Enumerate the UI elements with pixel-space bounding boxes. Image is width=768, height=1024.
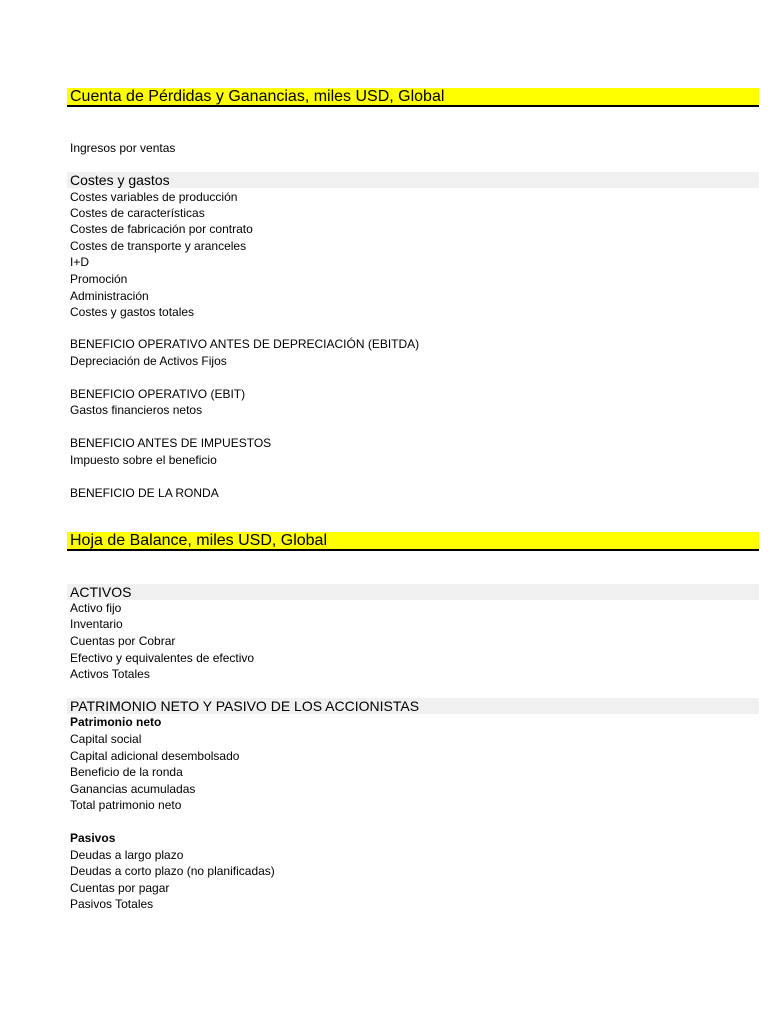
liabilities-subheader: Pasivos [70, 831, 116, 845]
ebit-label: BENEFICIO OPERATIVO (EBIT) [70, 387, 246, 401]
cost-line-transport-tariffs: Costes de transporte y aranceles [70, 239, 247, 253]
balance-sheet-title [67, 532, 759, 551]
income-tax-label: Impuesto sobre el beneficio [70, 453, 217, 467]
costs-group-header-text: Costes y gastos [70, 172, 170, 188]
asset-line-receivables: Cuentas por Cobrar [70, 634, 176, 648]
income-statement-title-text: Cuenta de Pérdidas y Ganancias, miles USD, Global [70, 88, 445, 105]
equity-line-additional-paid-in: Capital adicional desembolsado [70, 749, 240, 763]
liability-line-short-term-debt: Deudas a corto plazo (no planificadas) [70, 864, 275, 878]
equity-line-round-profit: Beneficio de la ronda [70, 765, 183, 779]
asset-line-total: Activos Totales [70, 667, 150, 681]
assets-group-header-text: ACTIVOS [70, 584, 132, 600]
sales-revenue-label: Ingresos por ventas [70, 141, 176, 155]
cost-line-features: Costes de características [70, 206, 205, 220]
asset-line-fixed-assets: Activo fijo [70, 601, 122, 615]
asset-line-cash: Efectivo y equivalentes de efectivo [70, 651, 255, 665]
equity-line-total: Total patrimonio neto [70, 798, 182, 812]
liability-line-long-term-debt: Deudas a largo plazo [70, 848, 184, 862]
cost-line-total: Costes y gastos totales [70, 305, 195, 319]
profit-before-tax-label: BENEFICIO ANTES DE IMPUESTOS [70, 436, 272, 450]
ebitda-label: BENEFICIO OPERATIVO ANTES DE DEPRECIACIÓN (EBITDA) [70, 337, 420, 351]
assets-group-header [67, 584, 759, 600]
round-profit-label: BENEFICIO DE LA RONDA [70, 486, 219, 500]
income-statement-title [67, 88, 759, 107]
cost-line-administration: Administración [70, 289, 149, 303]
equity-line-retained-earnings: Ganancias acumuladas [70, 782, 196, 796]
equity-liabilities-group-header-text: PATRIMONIO NETO Y PASIVO DE LOS ACCIONISTAS [70, 698, 420, 714]
liability-line-payables: Cuentas por pagar [70, 881, 170, 895]
cost-line-rnd: I+D [70, 255, 90, 269]
depreciation-label: Depreciación de Activos Fijos [70, 354, 227, 368]
liability-line-total: Pasivos Totales [70, 897, 154, 911]
net-financial-expenses-label: Gastos financieros netos [70, 403, 203, 417]
costs-group-header [67, 172, 759, 188]
balance-sheet-title-text: Hoja de Balance, miles USD, Global [70, 532, 328, 549]
equity-line-share-capital: Capital social [70, 732, 142, 746]
cost-line-variable-production: Costes variables de producción [70, 190, 238, 204]
equity-liabilities-group-header [67, 698, 759, 714]
asset-line-inventory: Inventario [70, 617, 123, 631]
cost-line-contract-manufacturing: Costes de fabricación por contrato [70, 222, 253, 236]
equity-subheader: Patrimonio neto [70, 715, 162, 729]
cost-line-promotion: Promoción [70, 272, 128, 286]
